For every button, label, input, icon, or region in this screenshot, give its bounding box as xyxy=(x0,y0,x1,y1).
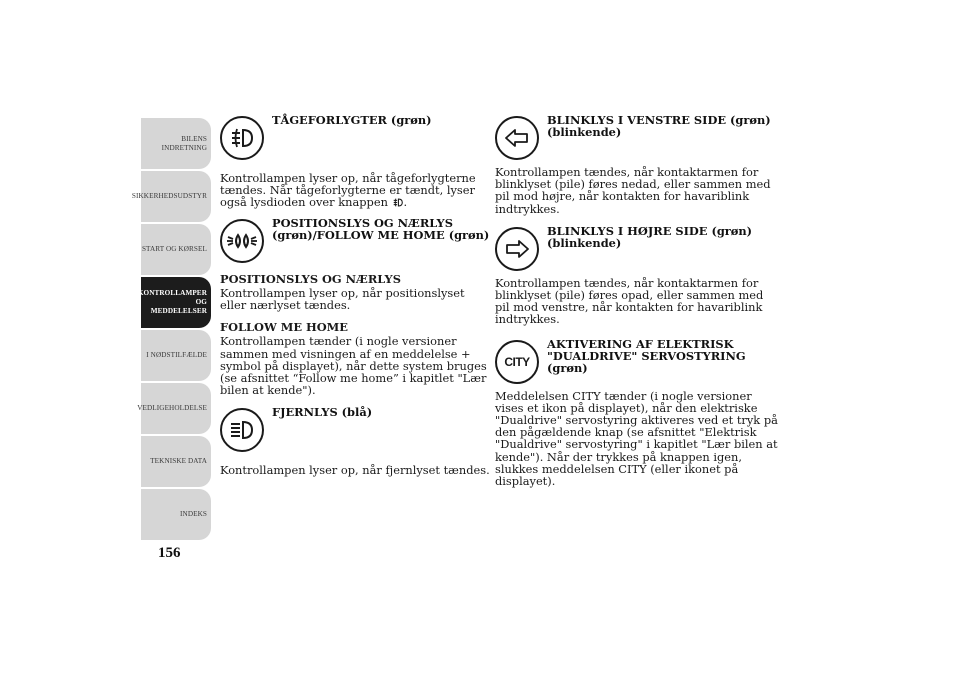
page-number: 156 xyxy=(158,545,181,561)
tab-i-nodstilfaelde[interactable] xyxy=(141,330,211,381)
tab-label: KONTROLLAMPER xyxy=(137,289,207,297)
tab-vedligeholdelse[interactable] xyxy=(137,383,211,434)
tab-label: START OG KØRSEL xyxy=(141,245,207,253)
entry-heading-line: BLINKLYS I VENSTRE SIDE (grøn) xyxy=(547,113,771,127)
tab-label: BILENS xyxy=(181,134,207,143)
entry-heading xyxy=(547,338,746,374)
front-fog-lamp-icon xyxy=(220,116,264,160)
entry-heading-line: POSITIONSLYS OG NÆRLYS xyxy=(272,215,453,230)
tab-kontrollamper[interactable] xyxy=(137,277,211,328)
front-fog-lamp-icon xyxy=(392,197,404,208)
entry-heading-line: (blinkende) xyxy=(547,235,622,250)
entry-body-text: Kontrollampen lyser op, når tågeforlygterne tændes. Når tågeforlygterne er tændt, lyser også lysdioden over knappen xyxy=(220,171,476,210)
entry-heading-line: BLINKLYS I HØJRE SIDE (grøn) xyxy=(547,223,753,238)
left-arrow-icon xyxy=(495,116,539,160)
entry-heading: FJERNLYS (blå) xyxy=(272,405,373,420)
city-icon xyxy=(495,340,539,384)
entry-heading xyxy=(272,217,489,241)
right-column xyxy=(495,114,780,487)
tab-label: OG MEDDELELSER xyxy=(150,298,207,315)
right-arrow-icon xyxy=(495,227,539,271)
position-lights-entry xyxy=(220,217,490,397)
tab-label: I NØDSTILFÆLDE xyxy=(146,351,207,359)
entry-body: Meddelelsen CITY tænder (i nogle versioner vises et ikon på displayet), når den elektriske "Dualdrive" servostyring aktiveres ved et tryk på den pågældende knap (se afsnittet "Elektrisk "Dualdrive" servostyring" i kapitlet "Lær bilen at kende"). Når der trykkes på knappen igen, slukkes meddelelsen CITY (eller ikonet på displayet). xyxy=(495,388,778,489)
subheading: FOLLOW ME HOME xyxy=(220,320,348,335)
tab-label: TEKNISKE DATA xyxy=(150,457,207,465)
right-turn-entry xyxy=(495,225,780,326)
high-beam-icon xyxy=(220,408,264,452)
entry-body-text: . xyxy=(403,195,408,210)
entry-heading-line: (grøn)/FOLLOW ME HOME (grøn) xyxy=(272,227,490,242)
tab-label: VEDLIGEHOLDELSE xyxy=(137,404,207,412)
entry-body: Kontrollampen tændes, når kontaktarmen for blinklyset (pile) føres nedad, eller sammen med pil mod højre, når kontakten for havariblink indtrykkes. xyxy=(495,165,771,216)
fog-lamp-entry xyxy=(220,114,490,209)
tab-label: INDEKS xyxy=(180,510,207,518)
entry-heading-line: "DUALDRIVE" SERVOSTYRING xyxy=(547,348,746,363)
left-column xyxy=(220,114,490,477)
tab-label: INDRETNING xyxy=(161,143,207,152)
entry-body: Kontrollampen lyser op, når positionslyset eller nærlyset tændes. xyxy=(220,285,465,313)
tab-bilens-indretning[interactable] xyxy=(141,118,211,169)
entry-body: Kontrollampen tænder (i nogle versioner sammen med visningen af en meddelelse + symbol på displayet), når dette system bruges (se afsnittet “Follow me home” i kapitlet "Lær bilen at kende"). xyxy=(220,334,487,398)
entry-body: Kontrollampen tændes, når kontaktarmen for blinklyset (pile) føres opad, eller sammen med pil mod venstre, når kontakten for havariblink indtrykkes. xyxy=(495,275,764,327)
high-beam-entry xyxy=(220,406,490,476)
city-entry xyxy=(495,338,780,488)
position-lights-icon xyxy=(220,219,264,263)
entry-heading-line: (blinkende) xyxy=(547,125,622,139)
entry-body xyxy=(220,172,490,209)
tab-tekniske-data[interactable] xyxy=(141,436,211,487)
tab-label: SIKKERHEDSUDSTYR xyxy=(131,192,207,200)
left-turn-entry xyxy=(495,114,780,215)
city-icon-text: CITY xyxy=(504,354,530,369)
tab-start-og-korsel[interactable] xyxy=(141,224,211,275)
tab-indeks[interactable] xyxy=(141,489,211,540)
subheading: POSITIONSLYS OG NÆRLYS xyxy=(220,271,401,286)
entry-heading-line: AKTIVERING AF ELEKTRISK xyxy=(547,336,734,351)
entry-heading xyxy=(547,225,752,249)
entry-heading: TÅGEFORLYGTER (grøn) xyxy=(272,113,432,127)
tab-sikkerhedsudstyr[interactable] xyxy=(131,171,211,222)
entry-body: Kontrollampen lyser op, når fjernlyset tændes. xyxy=(220,463,490,478)
entry-heading xyxy=(547,114,771,138)
entry-heading-line: (grøn) xyxy=(547,360,588,375)
